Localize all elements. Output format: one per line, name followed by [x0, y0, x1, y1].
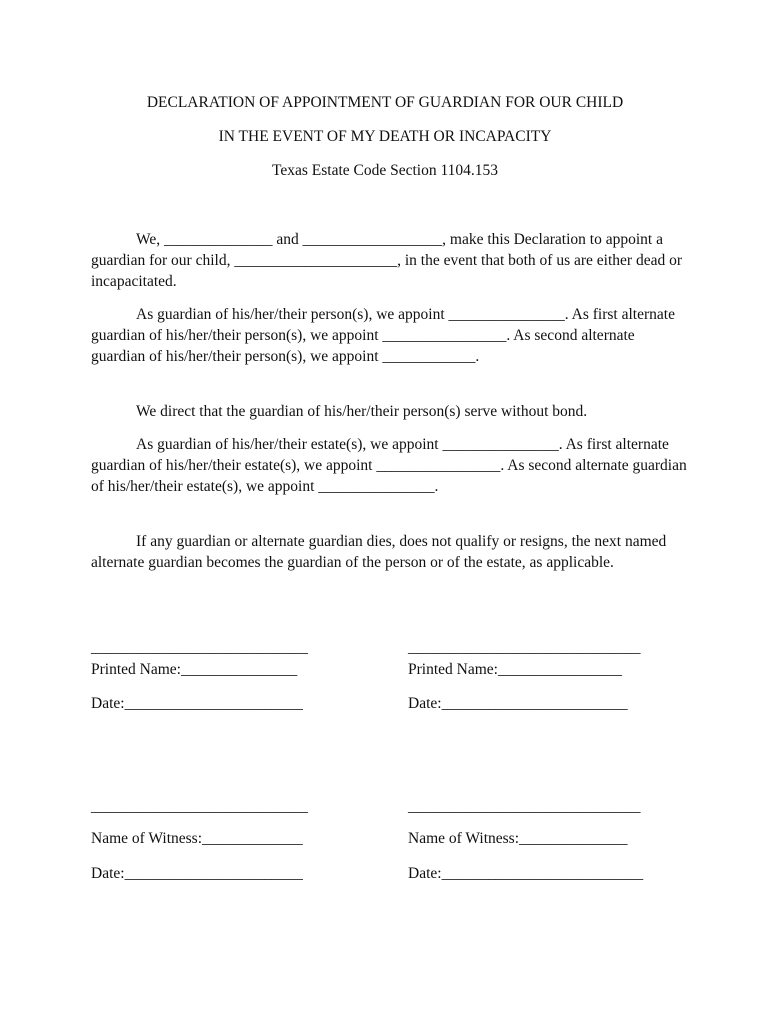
witness-name-left[interactable]: Name of Witness:_____________ — [91, 830, 303, 847]
paragraph-text: If any guardian or alternate guardian dies, does not qualify or resigns, the next named alternate guardian becomes the guardian of the person or of the estate, as applicable. — [91, 533, 667, 571]
paragraph-person-guardians — [91, 304, 691, 367]
printed-name-right[interactable]: Printed Name:________________ — [408, 661, 622, 678]
paragraph-text: We direct that the guardian of his/her/their person(s) serve without bond. — [136, 403, 588, 420]
witness-signature-line-right[interactable]: ______________________________ — [408, 798, 641, 815]
document-title-line1: DECLARATION OF APPOINTMENT OF GUARDIAN FOR OUR CHILD — [146, 94, 624, 111]
paragraph-text: As guardian of his/her/their person(s), we appoint _______________. As first alternate guardian of his/her/their person(s), we appoint ________________. As second alternate guardian of his/her/their person(s), we appoint ____________. — [91, 306, 675, 365]
date-left[interactable]: Date:_______________________ — [91, 695, 303, 712]
witness-date-left[interactable]: Date:_______________________ — [91, 865, 303, 882]
printed-name-left[interactable]: Printed Name:_______________ — [91, 661, 298, 678]
witness-signature-line-left[interactable]: ____________________________ — [91, 798, 308, 815]
date-right[interactable]: Date:________________________ — [408, 695, 628, 712]
paragraph-text: As guardian of his/her/their estate(s), we appoint _______________. As first alternate guardian of his/her/their estate(s), we appoint ________________. As second alternate guardian of his/her/their estate(s), we appoint _______________. — [91, 436, 687, 495]
document-subtitle: Texas Estate Code Section 1104.153 — [271, 162, 499, 179]
signature-line-right[interactable]: ______________________________ — [408, 639, 641, 656]
paragraph-bond — [91, 401, 691, 422]
paragraph-declaration — [91, 229, 691, 292]
paragraph-succession — [91, 531, 691, 573]
document-title-line2: IN THE EVENT OF MY DEATH OR INCAPACITY — [218, 128, 552, 145]
signature-line-left[interactable]: ____________________________ — [91, 639, 308, 656]
witness-name-right[interactable]: Name of Witness:______________ — [408, 830, 628, 847]
witness-date-right[interactable]: Date:__________________________ — [408, 865, 644, 882]
paragraph-text: We, ______________ and __________________, make this Declaration to appoint a guardian for our child, _____________________, in the event that both of us are either dead or incapacitated. — [91, 231, 683, 290]
paragraph-estate-guardians — [91, 434, 691, 497]
